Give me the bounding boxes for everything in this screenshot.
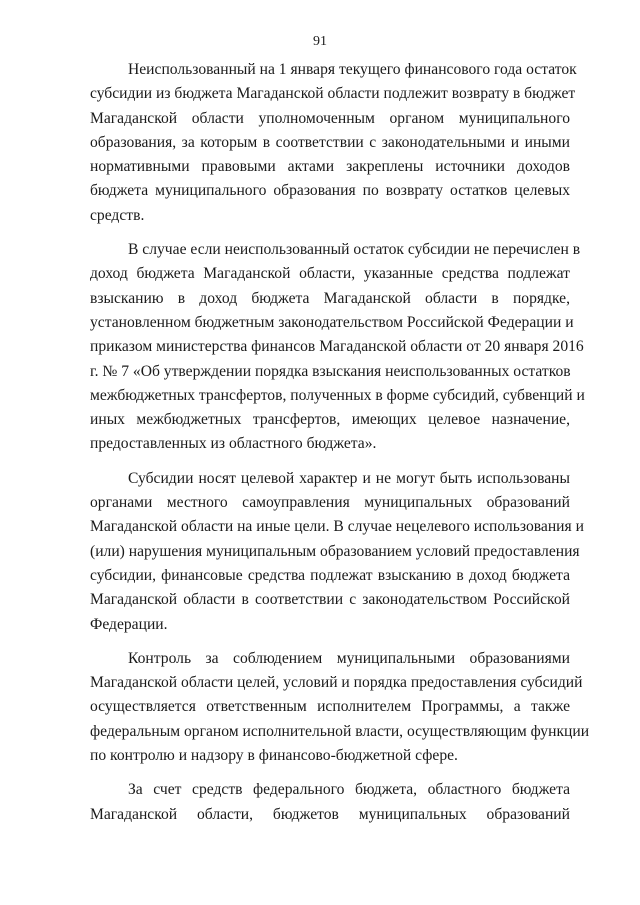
text-line: Федерации. (90, 615, 168, 633)
text-line: предоставленных из областного бюджета». (90, 435, 377, 453)
text-line: осуществляется ответственным исполнителем Программы, а также (90, 698, 570, 716)
document-body (90, 58, 590, 827)
text-line: установленном бюджетным законодательством Российской Федерации и (90, 313, 574, 331)
text-line: образования, за которым в соответствии с законодательными и иными (90, 133, 570, 151)
text-line: взысканию в доход бюджета Магаданской области в порядке, (90, 289, 570, 307)
paragraph-control (90, 647, 590, 768)
text-line: В случае если неиспользованный остаток субсидии не перечислен в (128, 241, 581, 259)
text-line: по контролю и надзору в финансово-бюджетной сфере. (90, 747, 458, 765)
text-line: органами местного самоуправления муниципальных образований (90, 494, 570, 512)
text-line: Субсидии носят целевой характер и не могут быть использованы (128, 469, 570, 487)
text-line: приказом министерства финансов Магаданской области от 20 января 2016 (90, 338, 584, 356)
text-line: бюджета муниципального образования по возврату остатков целевых (90, 182, 570, 200)
text-line: межбюджетных трансфертов, полученных в форме субсидий, субвенций и (90, 386, 585, 404)
paragraph-funding-sources (90, 778, 570, 827)
text-line: Магаданской области в соответствии с законодательством Российской (90, 591, 570, 609)
paragraph-targeted-use (90, 467, 584, 637)
text-line: г. № 7 «Об утверждении порядка взыскания неиспользованных остатков (90, 362, 571, 380)
text-line: иных межбюджетных трансфертов, имеющих целевое назначение, (90, 411, 570, 429)
text-line: Неиспользованный на 1 января текущего финансового года остаток (128, 61, 577, 78)
text-line: федеральным органом исполнительной власти, осуществляющим функции (90, 722, 590, 740)
text-line: средств. (90, 206, 145, 224)
text-line: доход бюджета Магаданской области, указанные средства подлежат (90, 265, 570, 283)
paragraph-unused-balance-return (90, 58, 577, 228)
text-line: За счет средств федерального бюджета, областного бюджета (128, 781, 570, 799)
text-line: Магаданской области, бюджетов муниципальных образований (90, 805, 570, 823)
text-line: субсидии, финансовые средства подлежат взысканию в доход бюджета (90, 566, 570, 584)
text-line: Контроль за соблюдением муниципальными образованиями (128, 649, 570, 667)
text-line: Магаданской области целей, условий и порядка предоставления субсидий (90, 674, 583, 692)
page-number: 91 (313, 34, 327, 49)
text-line: субсидии из бюджета Магаданской области подлежит возврату в бюджет (90, 85, 576, 103)
paragraph-recovery-procedure (90, 238, 585, 457)
text-line: Магаданской области на иные цели. В случае нецелевого использования и (90, 518, 584, 536)
text-line: (или) нарушения муниципальным образованием условий предоставления (90, 542, 580, 560)
text-line: нормативными правовыми актами закреплены источники доходов (90, 158, 570, 176)
text-line: Магаданской области уполномоченным органом муниципального (90, 109, 570, 127)
